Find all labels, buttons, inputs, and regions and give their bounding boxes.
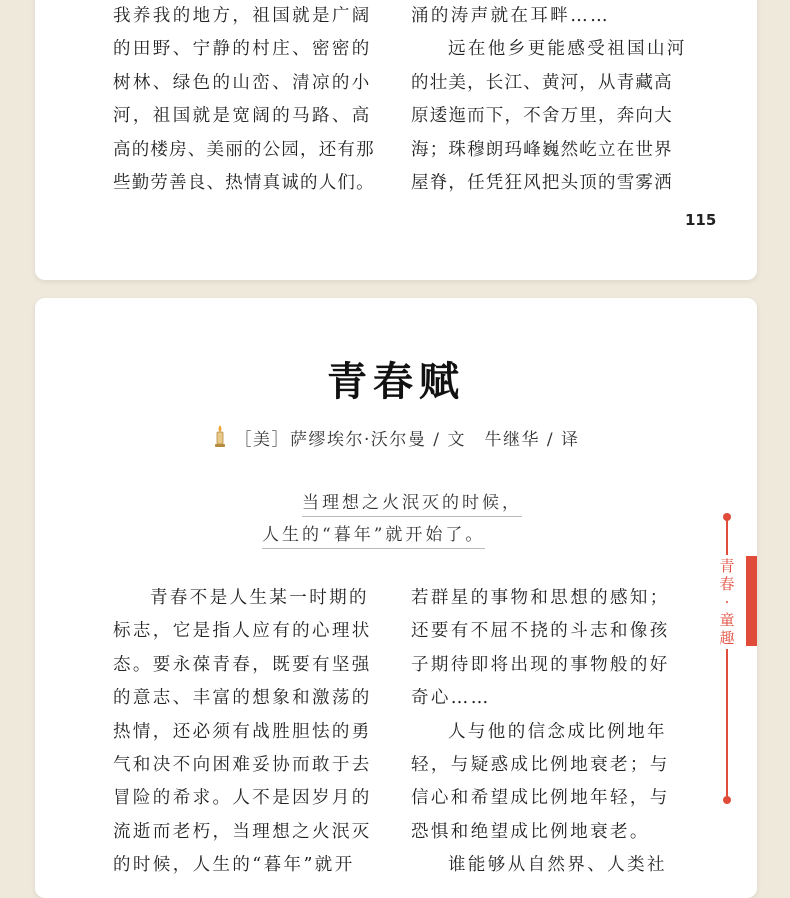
text-line: 些勤劳善良、热情真诚的人们。 bbox=[113, 172, 375, 193]
text-line: 树林、绿色的山峦、清凉的小 bbox=[113, 72, 372, 93]
chapter-tab-char: 趣 bbox=[719, 629, 735, 647]
article-left-column bbox=[113, 582, 383, 883]
text-line: 的田野、宁静的村庄、密密的 bbox=[113, 39, 372, 60]
previous-page-card bbox=[35, 0, 757, 280]
text-line: 原逶迤而下，不舍万里，奔向大 bbox=[411, 106, 673, 127]
text-line: 信心和希望成比例地年轻，与 bbox=[411, 788, 670, 809]
epigraph-line: 当理想之火泯灭的时候， bbox=[302, 488, 522, 517]
side-tab-dot-bottom bbox=[723, 796, 731, 804]
text-line: 冒险的希求。人不是因岁月的 bbox=[113, 788, 372, 809]
page-number: 115 bbox=[685, 211, 717, 229]
text-line: 海；珠穆朗玛峰巍然屹立在世界 bbox=[411, 139, 673, 160]
top-left-column bbox=[113, 0, 383, 200]
side-tab-dot-top bbox=[723, 513, 731, 521]
text-line: 态。要永葆青春，既要有坚强 bbox=[113, 654, 372, 675]
top-right-column bbox=[411, 0, 687, 200]
text-line: 高的楼房、美丽的公园，还有那 bbox=[113, 139, 375, 160]
chapter-tab-char: · bbox=[724, 593, 730, 611]
epigraph-line: 人生的“暮年”就开始了。 bbox=[262, 520, 485, 549]
text-line: 的意志、丰富的想象和激荡的 bbox=[113, 688, 372, 709]
text-line: 谁能够从自然界、人类社 bbox=[448, 855, 667, 876]
text-line: 流逝而老朽，当理想之火泯灭 bbox=[113, 821, 372, 842]
text-line: 的壮美，长江、黄河，从青藏高 bbox=[411, 72, 673, 93]
chapter-tab-marker[interactable] bbox=[746, 556, 757, 646]
text-line: 轻，与疑惑成比例地衰老；与 bbox=[411, 754, 670, 775]
chapter-tab-char: 青 bbox=[719, 557, 735, 575]
text-line: 青春不是人生某一时期的 bbox=[150, 588, 369, 608]
article-byline-row bbox=[35, 424, 757, 453]
text-line: 人与他的信念成比例地年 bbox=[448, 721, 667, 742]
article-page-card bbox=[35, 298, 757, 898]
text-line: 恐惧和绝望成比例地衰老。 bbox=[411, 821, 650, 842]
text-line: 气和决不向困难妥协而敢于去 bbox=[113, 754, 372, 775]
chapter-tab-label[interactable] bbox=[716, 555, 738, 649]
text-line: 我养我的地方，祖国就是广阔 bbox=[113, 6, 372, 26]
text-line: 若群星的事物和思想的感知； bbox=[411, 588, 670, 608]
text-line: 子期待即将出现的事物般的好 bbox=[411, 654, 670, 675]
text-line: 涌的涛声就在耳畔…… bbox=[411, 6, 610, 26]
text-line: 热情，还必须有战胜胆怯的勇 bbox=[113, 721, 372, 742]
text-line: 河，祖国就是宽阔的马路、高 bbox=[113, 106, 372, 127]
text-line: 远在他乡更能感受祖国山河 bbox=[448, 39, 687, 60]
text-line: 屋脊，任凭狂风把头顶的雪雾洒 bbox=[411, 172, 673, 193]
article-byline: ［美］萨缪埃尔·沃尔曼 / 文 牛继华 / 译 bbox=[234, 430, 580, 450]
text-line: 标志，它是指人应有的心理状 bbox=[113, 621, 372, 642]
chapter-tab-char: 童 bbox=[719, 611, 735, 629]
text-line: 的时候，人生的“暮年”就开 bbox=[113, 855, 355, 876]
text-line: 还要有不屈不挠的斗志和像孩 bbox=[411, 621, 670, 642]
text-line: 奇心…… bbox=[411, 688, 491, 709]
article-title: 青春赋 bbox=[327, 358, 465, 405]
chapter-tab-char: 春 bbox=[719, 575, 735, 593]
article-right-column bbox=[411, 582, 681, 883]
candle-icon bbox=[213, 424, 227, 453]
